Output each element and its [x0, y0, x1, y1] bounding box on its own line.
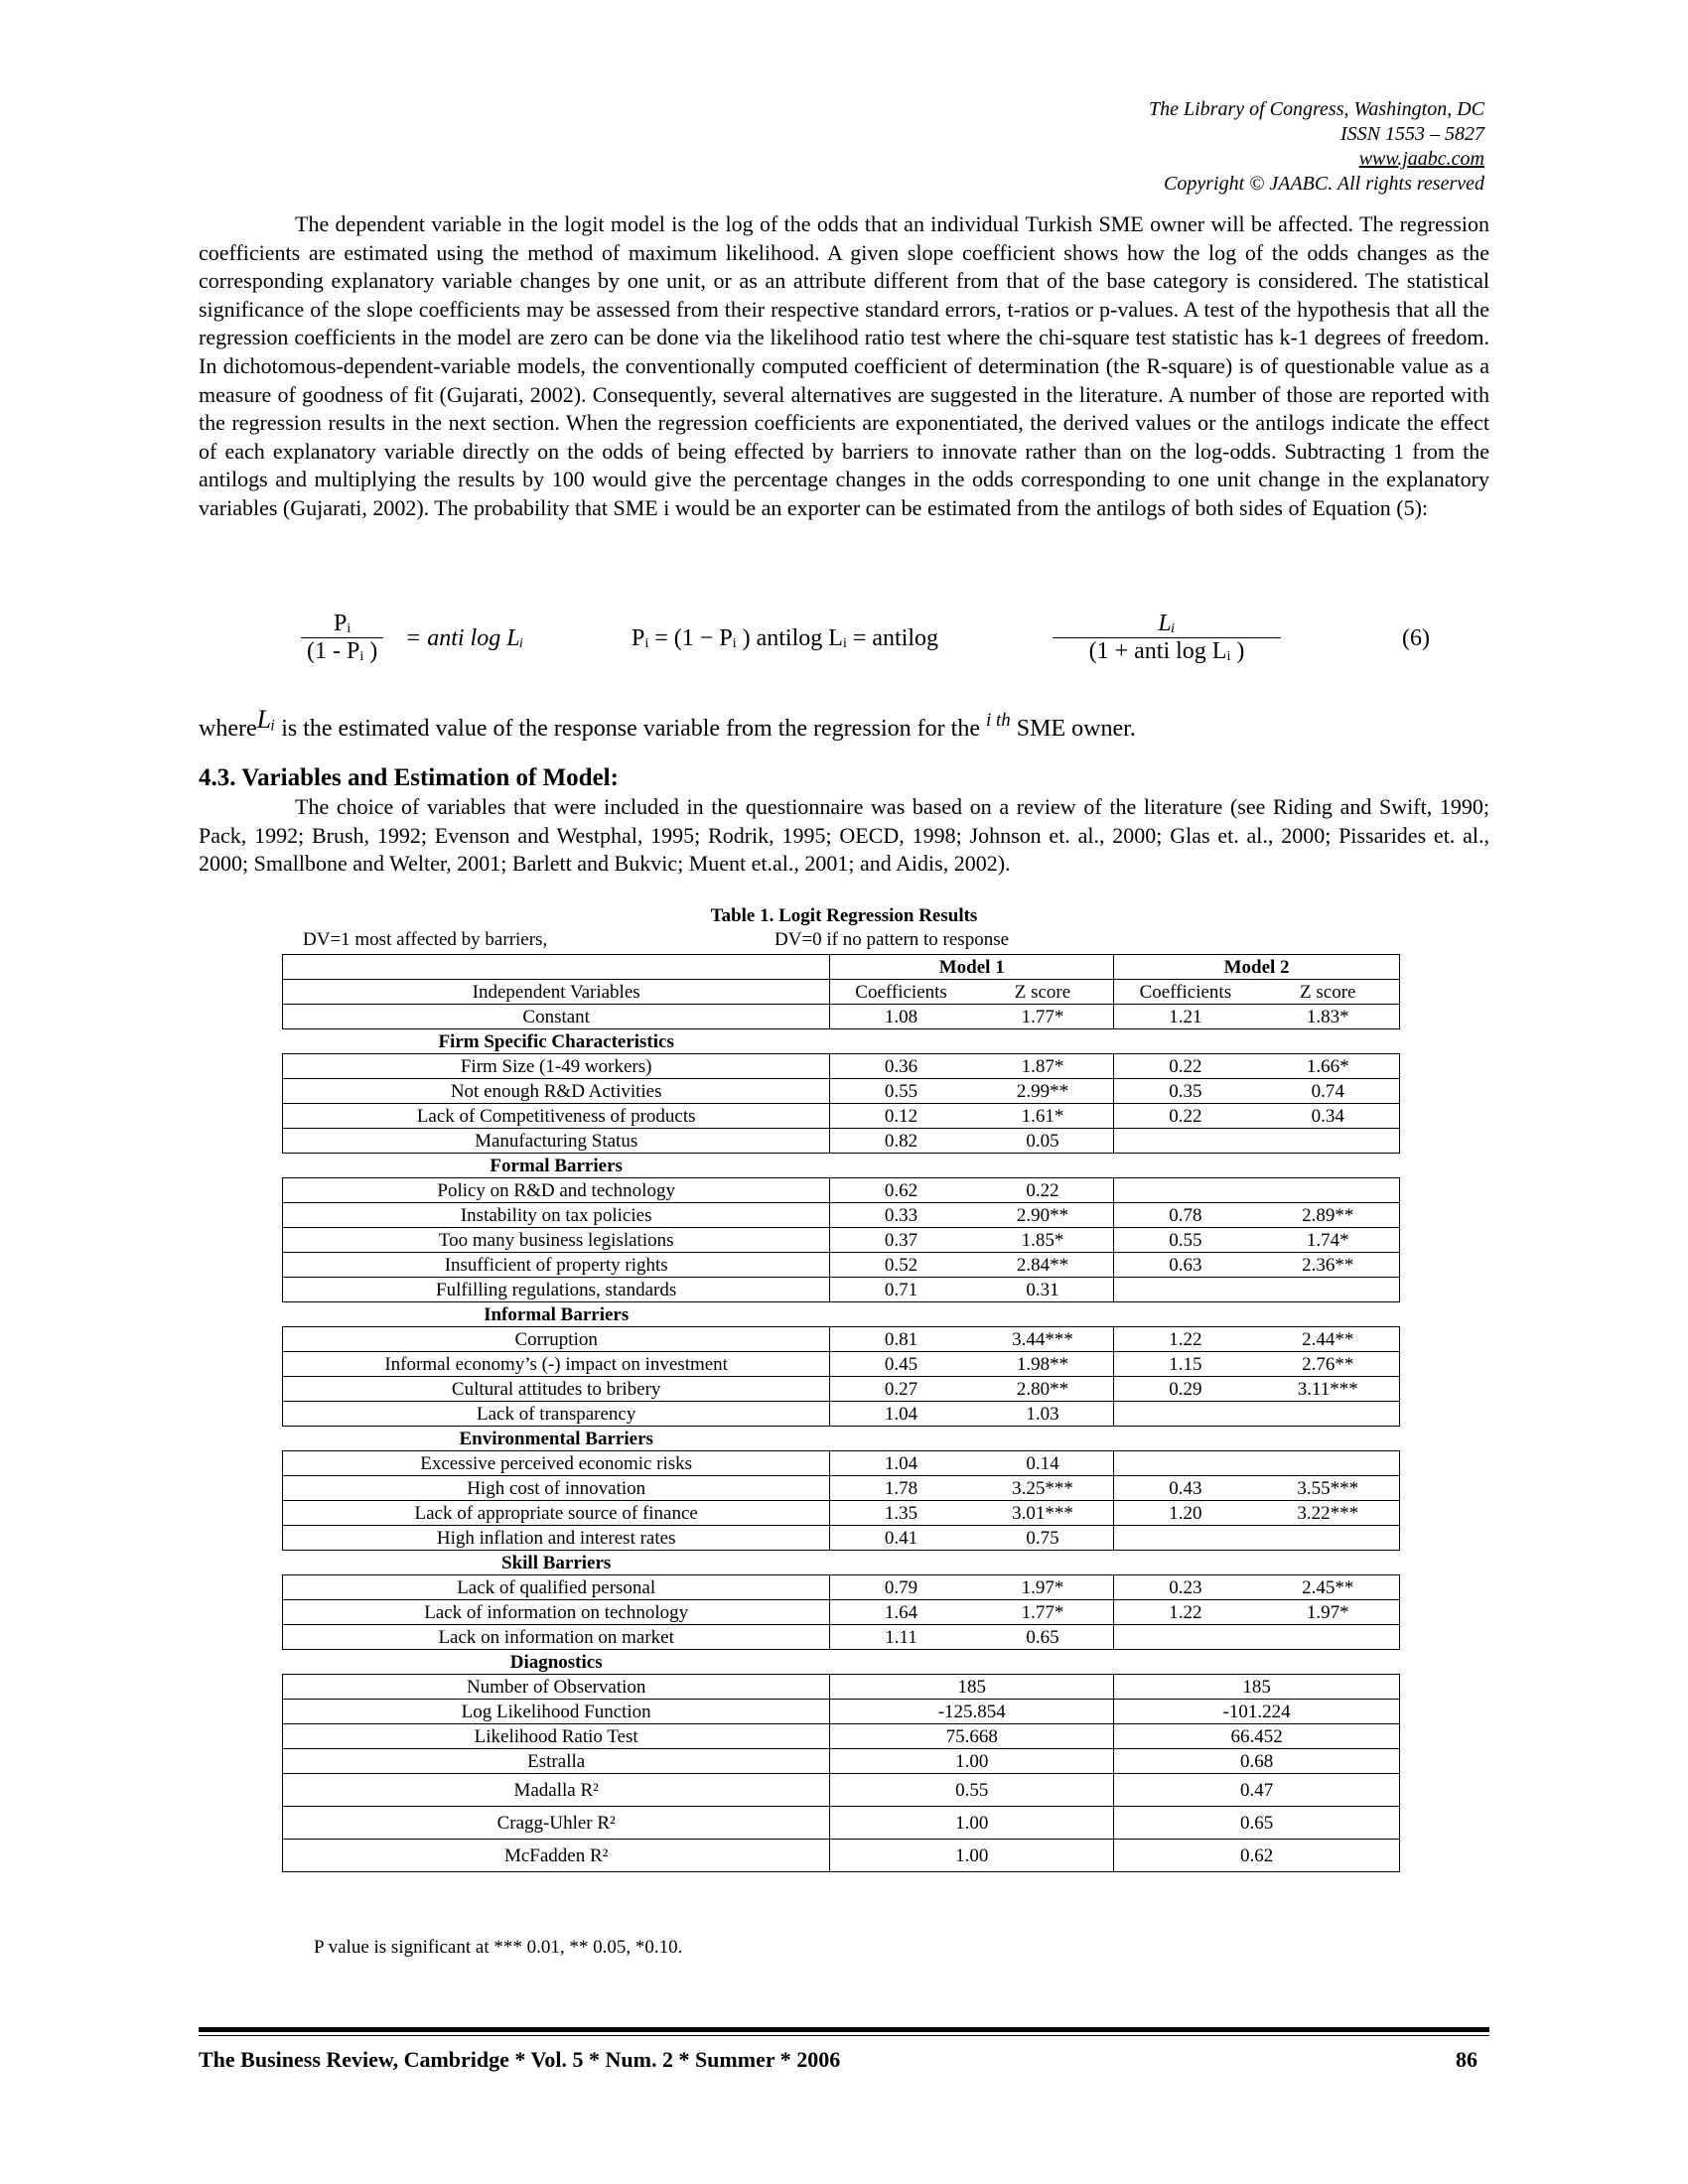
section-spacer-cell: [830, 1029, 972, 1054]
section-spacer-cell: [1257, 1302, 1400, 1327]
model-1-coefficient: 0.71: [830, 1278, 972, 1302]
variable-label: Cultural attitudes to bribery: [283, 1377, 830, 1402]
diagnostic-model-1: 75.668: [830, 1724, 1114, 1749]
table-header-model-row: [283, 955, 1400, 980]
model-2-zscore: 1.66*: [1257, 1054, 1400, 1079]
section-title: Environmental Barriers: [459, 1429, 653, 1449]
header-url-link[interactable]: www.jaabc.com: [1358, 148, 1484, 170]
section-body: [199, 793, 1489, 879]
model-2-coefficient: 1.22: [1114, 1600, 1257, 1625]
section-spacer-cell: [972, 1427, 1114, 1451]
model-1-zscore: 1.03: [972, 1402, 1114, 1427]
model-2-coefficient: 0.63: [1114, 1253, 1257, 1278]
model-1-zscore: 0.75: [972, 1526, 1114, 1551]
model-1-zscore: 0.65: [972, 1625, 1114, 1650]
model-1-coefficient: 0.33: [830, 1203, 972, 1228]
model-2-coefficient: 0.23: [1114, 1575, 1257, 1600]
model-1-coefficient: 1.64: [830, 1600, 972, 1625]
table-row: [283, 1625, 1400, 1650]
diagnostic-model-1: 0.55: [830, 1774, 1114, 1807]
model-2-coefficient: [1114, 1526, 1257, 1551]
variable-label: Lack of appropriate source of finance: [283, 1501, 830, 1526]
model-2-coefficient: 0.43: [1114, 1476, 1257, 1501]
footer-rule-thin: [199, 2035, 1489, 2036]
where-tail: SME owner.: [1010, 716, 1136, 742]
section-spacer-cell: [1257, 1650, 1400, 1675]
variable-label: Excessive perceived economic risks: [283, 1451, 830, 1476]
table-header-column-row: [283, 980, 1400, 1005]
variable-label: Lack of qualified personal: [283, 1575, 830, 1600]
diagnostic-label: McFadden R²: [283, 1840, 830, 1872]
section-spacer-cell: [1114, 1154, 1257, 1178]
model-1-coefficient: 0.52: [830, 1253, 972, 1278]
section-spacer-cell: [830, 1302, 972, 1327]
section-spacer-cell: [830, 1650, 972, 1675]
model-1-zscore: 1.98**: [972, 1352, 1114, 1377]
section-spacer-cell: [830, 1551, 972, 1575]
section-heading-row: [283, 1551, 1400, 1575]
constant-row: [283, 1005, 1400, 1029]
equation-fraction-1: [301, 611, 383, 665]
variable-label: Policy on R&D and technology: [283, 1178, 830, 1203]
significance-note: P value is significant at *** 0.01, ** 0.05, *0.10.: [314, 1937, 683, 1958]
model-2-coefficient: 0.22: [1114, 1104, 1257, 1129]
model-1-zscore: 1.85*: [972, 1228, 1114, 1253]
section-spacer-cell: [972, 1302, 1114, 1327]
model-2-zscore: 2.89**: [1257, 1203, 1400, 1228]
diagnostics-row: [283, 1807, 1400, 1840]
table-row: [283, 1600, 1400, 1625]
model-1-zscore: 1.77*: [972, 1600, 1114, 1625]
diagnostics-title: Diagnostics: [509, 1652, 603, 1673]
model-2-zscore: [1257, 1451, 1400, 1476]
diagnostic-model-1: 1.00: [830, 1840, 1114, 1872]
constant-m1-z: 1.77*: [972, 1005, 1114, 1029]
page-footer: [199, 2047, 1489, 2073]
model-2-coefficient: 0.78: [1114, 1203, 1257, 1228]
diagnostic-model-2: 66.452: [1114, 1724, 1400, 1749]
footer-journal: The Business Review, Cambridge * Vol. 5 * Num. 2 * Summer * 2006: [199, 2047, 841, 2072]
diagnostic-label: Log Likelihood Function: [283, 1700, 830, 1724]
header-issn: ISSN 1553 – 5827: [1340, 123, 1484, 145]
variable-label: Lack of Competitiveness of products: [283, 1104, 830, 1129]
model-1-zscore-header: Z score: [972, 980, 1114, 1005]
model-1-zscore: 0.05: [972, 1129, 1114, 1154]
section-heading: 4.3. Variables and Estimation of Model:: [199, 764, 619, 791]
model-1-coefficient: 0.37: [830, 1228, 972, 1253]
model-2-coefficient: [1114, 1178, 1257, 1203]
equation-fraction-2: [1053, 611, 1281, 665]
model-2-zscore-header: Z score: [1257, 980, 1400, 1005]
section-spacer-cell: [1114, 1650, 1257, 1675]
table-row: [283, 1377, 1400, 1402]
section-title: Informal Barriers: [484, 1304, 630, 1325]
header-blank-cell: [283, 955, 830, 980]
independent-variables-header: Independent Variables: [283, 980, 830, 1005]
variable-label: Too many business legislations: [283, 1228, 830, 1253]
model-2-zscore: 1.74*: [1257, 1228, 1400, 1253]
section-title: Firm Specific Characteristics: [438, 1031, 674, 1052]
model-2-zscore: 0.34: [1257, 1104, 1400, 1129]
model-2-zscore: 0.74: [1257, 1079, 1400, 1104]
section-heading-row: [283, 1302, 1400, 1327]
variable-label: High inflation and interest rates: [283, 1526, 830, 1551]
header-copyright: Copyright © JAABC. All rights reserved: [1164, 173, 1484, 195]
table-row: [283, 1203, 1400, 1228]
model-1-coefficient: 1.04: [830, 1402, 972, 1427]
diagnostic-model-1: -125.854: [830, 1700, 1114, 1724]
variable-label: High cost of innovation: [283, 1476, 830, 1501]
where-description: is the estimated value of the response variable from the regression for the: [275, 716, 986, 742]
table-body: [283, 1029, 1400, 1872]
equation-6: [199, 611, 1489, 690]
where-variable: Lᵢ: [256, 705, 276, 734]
model-2-coefficient: 0.55: [1114, 1228, 1257, 1253]
model-1-zscore: 1.87*: [972, 1054, 1114, 1079]
model-1-coefficient: 0.41: [830, 1526, 972, 1551]
model-2-zscore: 3.11***: [1257, 1377, 1400, 1402]
model-1-zscore: 2.90**: [972, 1203, 1114, 1228]
diagnostic-model-2: 0.65: [1114, 1807, 1400, 1840]
equation-part-1: = anti log Lᵢ: [405, 625, 524, 651]
variable-label: Informal economy’s (-) impact on investment: [283, 1352, 830, 1377]
where-line: [199, 705, 1136, 743]
section-spacer-cell: [972, 1551, 1114, 1575]
model-1-coefficient: 1.78: [830, 1476, 972, 1501]
diagnostics-row: [283, 1700, 1400, 1724]
results-table: [282, 954, 1400, 1872]
variable-label: Corruption: [283, 1327, 830, 1352]
variable-label: Fulfilling regulations, standards: [283, 1278, 830, 1302]
model-1-coefficient: 0.82: [830, 1129, 972, 1154]
diagnostic-model-1: 185: [830, 1675, 1114, 1700]
table-row: [283, 1501, 1400, 1526]
table-row: [283, 1054, 1400, 1079]
model-2-coefficient: [1114, 1129, 1257, 1154]
variable-label: Lack on information on market: [283, 1625, 830, 1650]
constant-m1-coef: 1.08: [830, 1005, 972, 1029]
model-2-coefficient: [1114, 1402, 1257, 1427]
model-1-coefficient: 0.27: [830, 1377, 972, 1402]
model-1-coefficient: 0.79: [830, 1575, 972, 1600]
section-title: Formal Barriers: [490, 1156, 623, 1176]
where-superscript: i th: [985, 710, 1011, 731]
model-1-zscore: 0.14: [972, 1451, 1114, 1476]
model-2-coefficient: 1.15: [1114, 1352, 1257, 1377]
table-row: [283, 1079, 1400, 1104]
page-number: 86: [1456, 2047, 1477, 2072]
where-word: where: [199, 716, 257, 742]
fraction-2-numerator: Lᵢ: [1158, 611, 1176, 636]
diagnostic-model-2: -101.224: [1114, 1700, 1400, 1724]
table-row: [283, 1178, 1400, 1203]
intro-text: [199, 210, 1489, 523]
model-2-zscore: [1257, 1278, 1400, 1302]
section-spacer-cell: [1257, 1029, 1400, 1054]
model-1-coefficient: 1.04: [830, 1451, 972, 1476]
model-2-zscore: 2.45**: [1257, 1575, 1400, 1600]
section-spacer-cell: [972, 1029, 1114, 1054]
equation-number: (6): [1402, 625, 1430, 651]
model-1-zscore: 2.84**: [972, 1253, 1114, 1278]
table-caption: Table 1. Logit Regression Results: [710, 905, 978, 926]
section-spacer-cell: [1257, 1427, 1400, 1451]
section-title: Skill Barriers: [501, 1553, 612, 1573]
model-2-coefficient: [1114, 1451, 1257, 1476]
table-row: [283, 1476, 1400, 1501]
model-2-zscore: [1257, 1402, 1400, 1427]
model-1-zscore: 0.31: [972, 1278, 1114, 1302]
model-2-zscore: [1257, 1625, 1400, 1650]
model-1-zscore: 1.61*: [972, 1104, 1114, 1129]
section-spacer-cell: [972, 1650, 1114, 1675]
variable-label: Not enough R&D Activities: [283, 1079, 830, 1104]
diagnostic-label: Cragg-Uhler R²: [283, 1807, 830, 1840]
diagnostic-model-2: 0.47: [1114, 1774, 1400, 1807]
model-1-zscore: 3.44***: [972, 1327, 1114, 1352]
fraction-1-numerator: Pᵢ: [333, 611, 352, 636]
variable-label: Lack of information on technology: [283, 1600, 830, 1625]
table-row: [283, 1526, 1400, 1551]
model-1-coefficient: 0.45: [830, 1352, 972, 1377]
table-row: [283, 1104, 1400, 1129]
model-1-coefficient: 1.11: [830, 1625, 972, 1650]
section-spacer-cell: [1114, 1427, 1257, 1451]
section-spacer-cell: [1114, 1029, 1257, 1054]
diagnostics-heading-row: [283, 1650, 1400, 1675]
table-row: [283, 1129, 1400, 1154]
section-spacer-cell: [1114, 1551, 1257, 1575]
model-2-zscore: 3.22***: [1257, 1501, 1400, 1526]
diagnostic-model-2: 185: [1114, 1675, 1400, 1700]
table-row: [283, 1575, 1400, 1600]
table-row: [283, 1327, 1400, 1352]
variable-label: Manufacturing Status: [283, 1129, 830, 1154]
model-1-zscore: 3.25***: [972, 1476, 1114, 1501]
model-2-zscore: 2.44**: [1257, 1327, 1400, 1352]
diagnostic-label: Estralla: [283, 1749, 830, 1774]
model-1-zscore: 1.97*: [972, 1575, 1114, 1600]
table-row: [283, 1402, 1400, 1427]
section-paragraph: The choice of variables that were included in the questionnaire was based on a review of the literature (see Riding and Swift, 1990; Pack, 1992; Brush, 1992; Evenson and Westphal, 1995; Rodrik, 1995; OECD, 1998; Johnson et. al., 2000; Glas et. al., 2000; Pissarides et. al., 2000; Smallbone and Welter, 2001; Barlett and Bukvic; Muent et.al., 2001; and Aidis, 2002).: [199, 794, 1489, 877]
variable-label: Instability on tax policies: [283, 1203, 830, 1228]
model-1-coefficient: 0.55: [830, 1079, 972, 1104]
model-1-zscore: 3.01***: [972, 1501, 1114, 1526]
model-1-coefficient: 0.36: [830, 1054, 972, 1079]
constant-m2-coef: 1.21: [1114, 1005, 1257, 1029]
model-2-coefficient: 1.20: [1114, 1501, 1257, 1526]
table-row: [283, 1352, 1400, 1377]
constant-label: Constant: [283, 1005, 830, 1029]
diagnostic-model-1: 1.00: [830, 1807, 1114, 1840]
model-1-zscore: 0.22: [972, 1178, 1114, 1203]
diagnostics-row: [283, 1724, 1400, 1749]
model-2-coefficient: 0.22: [1114, 1054, 1257, 1079]
fraction-2-denominator: (1 + anti log Lᵢ ): [1053, 637, 1281, 665]
variable-label: Firm Size (1-49 workers): [283, 1054, 830, 1079]
diagnostic-label: Likelihood Ratio Test: [283, 1724, 830, 1749]
dv1-note: DV=1 most affected by barriers,: [303, 929, 548, 950]
model-2-zscore: [1257, 1178, 1400, 1203]
model-2-header: Model 2: [1114, 955, 1400, 980]
model-1-coefficient: 0.62: [830, 1178, 972, 1203]
journal-header: [1149, 97, 1484, 197]
section-spacer-cell: [830, 1154, 972, 1178]
section-spacer-cell: [1257, 1154, 1400, 1178]
diagnostics-row: [283, 1840, 1400, 1872]
model-1-header: Model 1: [830, 955, 1114, 980]
diagnostics-row: [283, 1749, 1400, 1774]
table-row: [283, 1451, 1400, 1476]
diagnostic-model-2: 0.68: [1114, 1749, 1400, 1774]
model-1-coefficients-header: Coefficients: [830, 980, 972, 1005]
table-row: [283, 1253, 1400, 1278]
section-spacer-cell: [1114, 1302, 1257, 1327]
model-2-coefficient: [1114, 1278, 1257, 1302]
model-2-zscore: 3.55***: [1257, 1476, 1400, 1501]
variable-label: Lack of transparency: [283, 1402, 830, 1427]
model-2-coefficient: 0.35: [1114, 1079, 1257, 1104]
diagnostics-row: [283, 1675, 1400, 1700]
model-2-coefficient: [1114, 1625, 1257, 1650]
model-2-coefficients-header: Coefficients: [1114, 980, 1257, 1005]
diagnostic-label: Madalla R²: [283, 1774, 830, 1807]
diagnostic-model-1: 1.00: [830, 1749, 1114, 1774]
model-2-zscore: [1257, 1129, 1400, 1154]
model-2-zscore: 2.36**: [1257, 1253, 1400, 1278]
section-heading-row: [283, 1154, 1400, 1178]
model-2-coefficient: 0.29: [1114, 1377, 1257, 1402]
dv0-note: DV=0 if no pattern to response: [774, 929, 1010, 950]
intro-paragraph: The dependent variable in the logit model is the log of the odds that an individual Turkish SME owner will be affected. The regression coefficients are estimated using the method of maximum likelihood. A given slope coefficient shows how the log of the odds changes as the corresponding explanatory variable changes by one unit, or as an attribute different from that of the base category is considered. The statistical significance of the slope coefficients may be assessed from their respective standard errors, t-ratios or p-values. A test of the hypothesis that all the regression coefficients in the model are zero can be done via the likelihood ratio test where the chi-square test statistic has k-1 degrees of freedom. In dichotomous-dependent-variable models, the conventionally computed coefficient of determination (the R-square) is of questionable value as a measure of goodness of fit (Gujarati, 2002). Consequently, several alternatives are suggested in the literature. A number of those are reported with the regression results in the next section. When the regression coefficients are exponentiated, the derived values or the antilogs indicate the effect of each explanatory variable directly on the odds of being effected by barriers to innovate rather than on the log-odds. Subtracting 1 from the antilogs and multiplying the results by 100 would give the percentage changes in the odds corresponding to one unit change in the explanatory variables (Gujarati, 2002). The probability that SME i would be an exporter can be estimated from the antilogs of both sides of Equation (5):: [199, 211, 1489, 520]
equation-part-2: Pᵢ = (1 − Pᵢ ) antilog Lᵢ = antilog: [632, 625, 939, 651]
model-2-zscore: 2.76**: [1257, 1352, 1400, 1377]
variable-label: Insufficient of property rights: [283, 1253, 830, 1278]
section-heading-row: [283, 1029, 1400, 1054]
model-2-coefficient: 1.22: [1114, 1327, 1257, 1352]
model-2-zscore: 1.97*: [1257, 1600, 1400, 1625]
constant-m2-z: 1.83*: [1257, 1005, 1400, 1029]
table-row: [283, 1228, 1400, 1253]
section-spacer-cell: [1257, 1551, 1400, 1575]
header-line-1: The Library of Congress, Washington, DC: [1148, 98, 1484, 120]
section-spacer-cell: [830, 1427, 972, 1451]
table-row: [283, 1278, 1400, 1302]
model-1-zscore: 2.99**: [972, 1079, 1114, 1104]
model-1-zscore: 2.80**: [972, 1377, 1114, 1402]
footer-rule-thick: [199, 2027, 1489, 2032]
section-spacer-cell: [972, 1154, 1114, 1178]
diagnostic-label: Number of Observation: [283, 1675, 830, 1700]
model-1-coefficient: 0.12: [830, 1104, 972, 1129]
model-2-zscore: [1257, 1526, 1400, 1551]
diagnostics-row: [283, 1774, 1400, 1807]
model-1-coefficient: 1.35: [830, 1501, 972, 1526]
fraction-1-denominator: (1 - Pᵢ ): [301, 637, 383, 665]
model-1-coefficient: 0.81: [830, 1327, 972, 1352]
section-heading-row: [283, 1427, 1400, 1451]
diagnostic-model-2: 0.62: [1114, 1840, 1400, 1872]
